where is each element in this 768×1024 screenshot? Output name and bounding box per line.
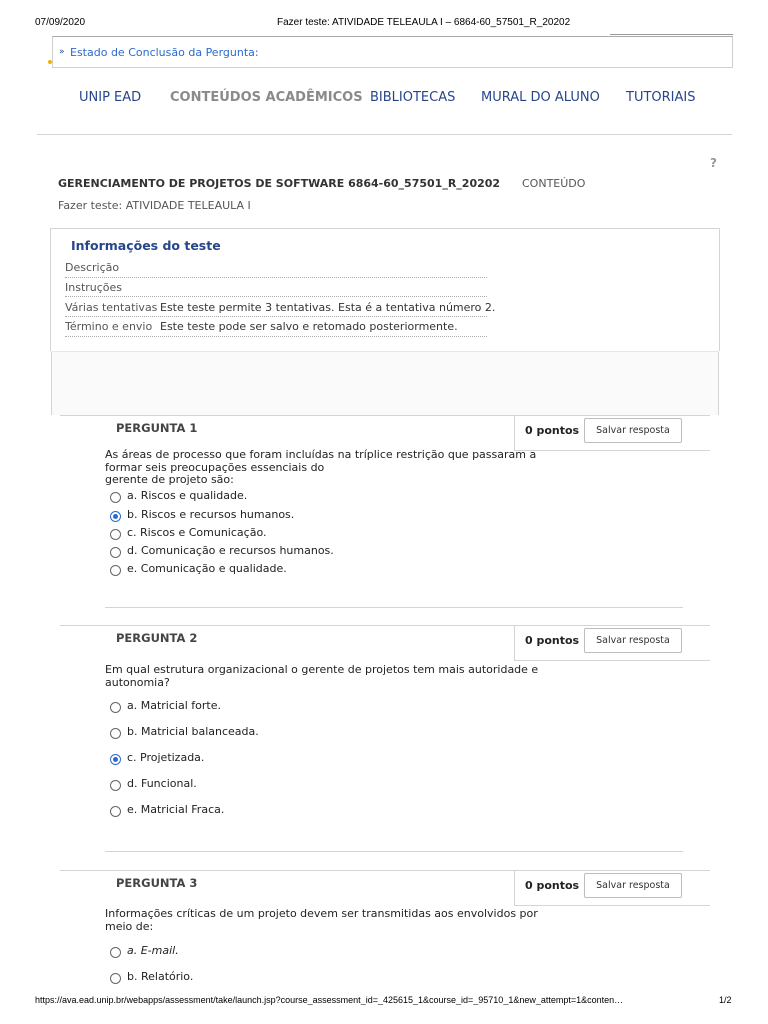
question-1-option-b[interactable]: b. Riscos e recursos humanos. bbox=[110, 508, 294, 521]
question-2-save-button[interactable]: Salvar resposta bbox=[584, 628, 682, 653]
print-url: https://ava.ead.unip.br/webapps/assessment/take/launch.jsp?course_assessment_id=_425615_1&course_id=_95710_1&new_attempt=1&conten… bbox=[35, 995, 624, 1005]
nav-bibliotecas[interactable]: BIBLIOTECAS bbox=[370, 90, 456, 105]
print-title: Fazer teste: ATIVIDADE TELEAULA I – 6864-60_57501_R_20202 bbox=[277, 17, 571, 28]
question-3-save-button[interactable]: Salvar resposta bbox=[584, 873, 682, 898]
radio-button[interactable] bbox=[110, 947, 121, 958]
chevron-down-icon: » bbox=[59, 47, 65, 57]
radio-button[interactable] bbox=[110, 728, 121, 739]
question-2-points: 0 pontos bbox=[525, 634, 580, 647]
question-2-option-d[interactable]: d. Funcional. bbox=[110, 777, 197, 790]
question-2-option-b[interactable]: b. Matricial balanceada. bbox=[110, 725, 259, 738]
radio-button[interactable] bbox=[110, 780, 121, 791]
course-title: GERENCIAMENTO DE PROJETOS DE SOFTWARE 6864-60_57501_R_20202 bbox=[58, 177, 501, 190]
question-1-option-e[interactable]: e. Comunicação e qualidade. bbox=[110, 562, 287, 575]
test-info-heading: Informações do teste bbox=[71, 238, 221, 253]
question-1-text: As áreas de processo que foram incluídas na tríplice restrição que passaram a formar seis preocupações essenciais do gerente de projeto são: bbox=[105, 448, 537, 486]
nav-conteudos-academicos[interactable]: CONTEÚDOS ACADÊMICOS bbox=[170, 90, 363, 105]
radio-button[interactable] bbox=[110, 806, 121, 817]
question-3-option-a[interactable]: a. E-mail. bbox=[110, 944, 179, 957]
question-1-save-button[interactable]: Salvar resposta bbox=[584, 418, 682, 443]
help-icon[interactable]: ? bbox=[710, 156, 717, 170]
course-section[interactable]: CONTEÚDO bbox=[522, 177, 586, 190]
nav-tutoriais[interactable]: TUTORIAIS bbox=[626, 90, 696, 105]
question-1-option-c[interactable]: c. Riscos e Comunicação. bbox=[110, 526, 266, 539]
question-1-points: 0 pontos bbox=[525, 424, 580, 437]
radio-button-selected[interactable] bbox=[110, 754, 121, 765]
question-3-label: PERGUNTA 3 bbox=[116, 876, 198, 890]
radio-button-selected[interactable] bbox=[110, 511, 121, 522]
print-page-number: 1/2 bbox=[719, 995, 732, 1005]
radio-button[interactable] bbox=[110, 547, 121, 558]
question-2-option-e[interactable]: e. Matricial Fraca. bbox=[110, 803, 224, 816]
question-1-option-a[interactable]: a. Riscos e qualidade. bbox=[110, 489, 247, 502]
radio-button[interactable] bbox=[110, 702, 121, 713]
question-1-label: PERGUNTA 1 bbox=[116, 421, 198, 435]
radio-button[interactable] bbox=[110, 529, 121, 540]
completion-status-label: Estado de Conclusão da Pergunta: bbox=[70, 46, 259, 59]
question-2-option-c[interactable]: c. Projetizada. bbox=[110, 751, 204, 764]
nav-unip-ead[interactable]: UNIP EAD bbox=[79, 90, 142, 105]
completion-status-bar[interactable] bbox=[52, 36, 733, 68]
radio-button[interactable] bbox=[110, 492, 121, 503]
question-3-points: 0 pontos bbox=[525, 879, 580, 892]
question-2-option-a[interactable]: a. Matricial forte. bbox=[110, 699, 221, 712]
nav-mural-do-aluno[interactable]: MURAL DO ALUNO bbox=[481, 90, 600, 105]
question-3-option-b[interactable]: b. Relatório. bbox=[110, 970, 193, 983]
radio-button[interactable] bbox=[110, 565, 121, 576]
question-2-text: Em qual estrutura organizacional o gerente de projetos tem mais autoridade e autonomia? bbox=[105, 663, 539, 689]
radio-button[interactable] bbox=[110, 973, 121, 984]
question-1-option-d[interactable]: d. Comunicação e recursos humanos. bbox=[110, 544, 334, 557]
breadcrumb: Fazer teste: ATIVIDADE TELEAULA I bbox=[58, 199, 251, 212]
question-2-label: PERGUNTA 2 bbox=[116, 631, 198, 645]
print-date: 07/09/2020 bbox=[35, 17, 86, 28]
question-3-text: Informações críticas de um projeto devem ser transmitidas aos envolvidos por meio de: bbox=[105, 907, 538, 933]
